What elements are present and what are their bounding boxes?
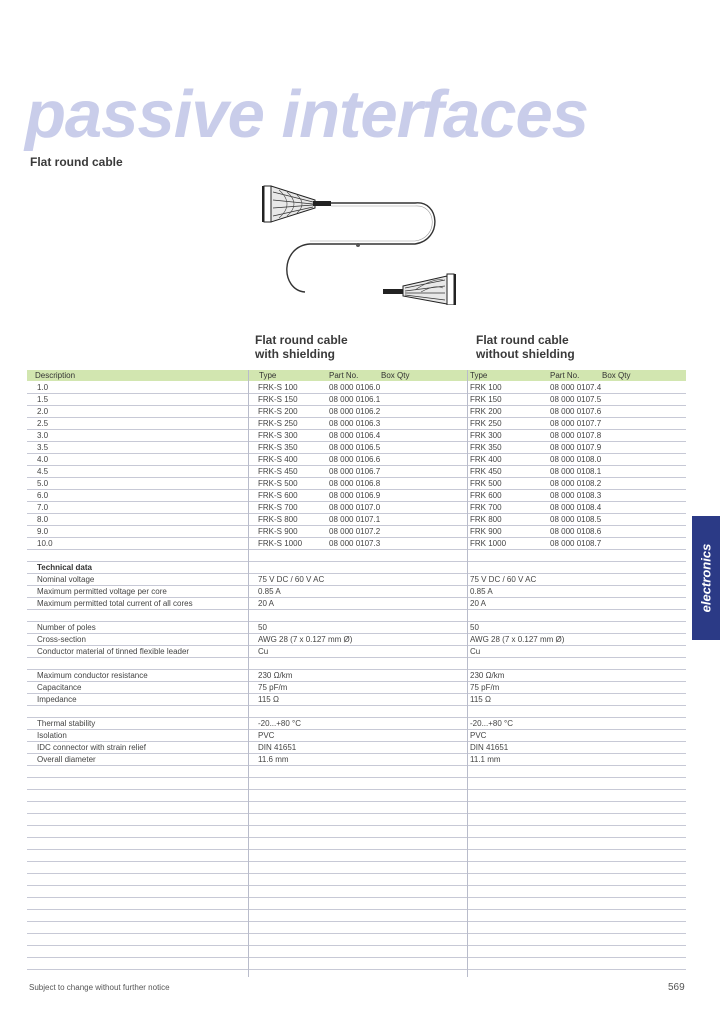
cell-artno-unshielded: 08 000 0107.5 <box>550 395 602 404</box>
table-row-empty <box>27 766 686 778</box>
table-row <box>27 406 686 418</box>
cell-artno-unshielded: 08 000 0108.7 <box>550 539 602 548</box>
table-row <box>27 670 686 682</box>
table-row-empty <box>27 886 686 898</box>
page-hero-title: passive interfaces <box>25 77 589 152</box>
cell-spec-shielded: 50 <box>258 623 267 632</box>
cell-spec-label: Maximum conductor resistance <box>37 671 148 680</box>
cell-type-unshielded: FRK 150 <box>470 395 502 404</box>
cell-artno-unshielded: 08 000 0108.0 <box>550 455 602 464</box>
column-heading-shielded: Flat round cable with shielding <box>255 333 348 361</box>
cell-artno-unshielded: 08 000 0108.3 <box>550 491 602 500</box>
cell-description: 9.0 <box>37 527 49 536</box>
cell-type-shielded: FRK-S 100 <box>258 383 298 392</box>
cell-artno-unshielded: 08 000 0108.5 <box>550 515 602 524</box>
cell-spec-label: Overall diameter <box>37 755 96 764</box>
table-row <box>27 490 686 502</box>
cell-spec-unshielded: DIN 41651 <box>470 743 509 752</box>
cell-artno-shielded: 08 000 0106.4 <box>329 431 381 440</box>
cell-spec-unshielded: 75 V DC / 60 V AC <box>470 575 537 584</box>
table-row-empty <box>27 790 686 802</box>
cell-artno-unshielded: 08 000 0108.1 <box>550 467 602 476</box>
cell-type-shielded: FRK-S 700 <box>258 503 298 512</box>
table-row-empty <box>27 778 686 790</box>
table-row-empty <box>27 550 686 562</box>
cell-type-shielded: FRK-S 300 <box>258 431 298 440</box>
table-row-empty <box>27 874 686 886</box>
table-row-empty <box>27 898 686 910</box>
table-row <box>27 430 686 442</box>
table-row-empty <box>27 910 686 922</box>
cell-spec-shielded: -20...+80 °C <box>258 719 301 728</box>
cell-spec-unshielded: PVC <box>470 731 487 740</box>
cell-type-shielded: FRK-S 400 <box>258 455 298 464</box>
table-row <box>27 754 686 766</box>
cell-description: 1.5 <box>37 395 49 404</box>
cell-spec-label: Thermal stability <box>37 719 96 728</box>
cell-spec-unshielded: 115 Ω <box>470 695 491 704</box>
cell-type-unshielded: FRK 600 <box>470 491 502 500</box>
cell-spec-label: Maximum permitted voltage per core <box>37 587 167 596</box>
cell-type-shielded: FRK-S 500 <box>258 479 298 488</box>
table-row <box>27 586 686 598</box>
table-row-empty <box>27 826 686 838</box>
table-row <box>27 442 686 454</box>
table-row <box>27 742 686 754</box>
table-row <box>27 574 686 586</box>
cell-spec-label: IDC connector with strain relief <box>37 743 146 752</box>
cell-spec-shielded: 75 V DC / 60 V AC <box>258 575 325 584</box>
header-qty-shielded: Box Qty <box>381 371 410 380</box>
cell-spec-label: Cross-section <box>37 635 86 644</box>
cable-path <box>287 203 435 292</box>
cell-type-unshielded: FRK 100 <box>470 383 502 392</box>
table-row <box>27 526 686 538</box>
cell-artno-shielded: 08 000 0107.2 <box>329 527 381 536</box>
cell-artno-shielded: 08 000 0107.1 <box>329 515 381 524</box>
cell-type-unshielded: FRK 450 <box>470 467 502 476</box>
table-row-empty <box>27 934 686 946</box>
cell-artno-shielded: 08 000 0107.3 <box>329 539 381 548</box>
cell-artno-unshielded: 08 000 0107.6 <box>550 407 602 416</box>
connector-top-image <box>263 186 331 222</box>
cell-type-shielded: FRK-S 800 <box>258 515 298 524</box>
cell-artno-unshielded: 08 000 0107.7 <box>550 419 602 428</box>
section-subtitle: Flat round cable <box>30 155 123 169</box>
cell-spec-label: Impedance <box>37 695 77 704</box>
table-row-empty <box>27 946 686 958</box>
table-row-empty <box>27 658 686 670</box>
cell-artno-shielded: 08 000 0106.5 <box>329 443 381 452</box>
table-row <box>27 502 686 514</box>
cell-spec-unshielded: 230 Ω/km <box>470 671 505 680</box>
table-row-empty <box>27 706 686 718</box>
cell-artno-shielded: 08 000 0106.2 <box>329 407 381 416</box>
table-row <box>27 646 686 658</box>
tech-data-heading <box>27 562 686 574</box>
cell-description: 3.5 <box>37 443 49 452</box>
table-row <box>27 538 686 550</box>
cell-description: 6.0 <box>37 491 49 500</box>
cell-type-unshielded: FRK 1000 <box>470 539 507 548</box>
cell-type-unshielded: FRK 800 <box>470 515 502 524</box>
table-row-empty <box>27 838 686 850</box>
cell-spec-label: Capacitance <box>37 683 82 692</box>
cell-description: 2.5 <box>37 419 49 428</box>
cell-type-unshielded: FRK 200 <box>470 407 502 416</box>
cell-artno-shielded: 08 000 0106.1 <box>329 395 381 404</box>
flat-round-cable-illustration <box>255 180 470 305</box>
page-number: 569 <box>668 982 685 993</box>
cell-artno-unshielded: 08 000 0107.8 <box>550 431 602 440</box>
cell-artno-unshielded: 08 000 0108.6 <box>550 527 602 536</box>
cell-artno-unshielded: 08 000 0107.9 <box>550 443 602 452</box>
cell-spec-shielded: 11.6 mm <box>258 755 289 764</box>
column-divider <box>248 370 249 977</box>
cell-spec-unshielded: -20...+80 °C <box>470 719 513 728</box>
cell-description: 8.0 <box>37 515 49 524</box>
tech-data-title: Technical data <box>37 563 92 572</box>
cell-spec-shielded: DIN 41651 <box>258 743 297 752</box>
cell-type-shielded: FRK-S 350 <box>258 443 298 452</box>
table-row-empty <box>27 610 686 622</box>
cell-spec-shielded: AWG 28 (7 x 0.127 mm Ø) <box>258 635 353 644</box>
header-artno-unshielded: Part No. <box>550 371 580 380</box>
cell-spec-shielded: PVC <box>258 731 275 740</box>
table-row <box>27 382 686 394</box>
column-heading-unshielded: Flat round cable without shielding <box>476 333 575 361</box>
cell-spec-unshielded: 0.85 A <box>470 587 493 596</box>
connector-bottom-image <box>383 274 455 305</box>
table-row <box>27 466 686 478</box>
table-row <box>27 478 686 490</box>
cell-spec-unshielded: Cu <box>470 647 481 656</box>
table-row <box>27 418 686 430</box>
cell-artno-shielded: 08 000 0106.8 <box>329 479 381 488</box>
column-divider <box>467 370 468 977</box>
cell-artno-shielded: 08 000 0106.9 <box>329 491 381 500</box>
cell-type-unshielded: FRK 500 <box>470 479 502 488</box>
cell-artno-unshielded: 08 000 0107.4 <box>550 383 602 392</box>
table-row <box>27 394 686 406</box>
cell-artno-shielded: 08 000 0107.0 <box>329 503 381 512</box>
table-row <box>27 454 686 466</box>
cell-spec-unshielded: 50 <box>470 623 479 632</box>
header-artno-shielded: Part No. <box>329 371 359 380</box>
header-qty-unshielded: Box Qty <box>602 371 631 380</box>
cell-type-shielded: FRK-S 250 <box>258 419 298 428</box>
cell-spec-unshielded: 20 A <box>470 599 487 608</box>
table-row-empty <box>27 862 686 874</box>
cell-spec-label: Maximum permitted total current of all cores <box>37 599 193 608</box>
table-row-empty <box>27 850 686 862</box>
cell-spec-shielded: 75 pF/m <box>258 683 288 692</box>
cell-description: 2.0 <box>37 407 49 416</box>
table-row-empty <box>27 958 686 970</box>
cell-type-unshielded: FRK 400 <box>470 455 502 464</box>
table-row-empty <box>27 922 686 934</box>
cell-spec-unshielded: 11.1 mm <box>470 755 501 764</box>
header-type-shielded: Type <box>259 371 277 380</box>
side-tab-electronics[interactable]: electronics <box>692 516 720 640</box>
cell-type-unshielded: FRK 700 <box>470 503 502 512</box>
cell-description: 7.0 <box>37 503 49 512</box>
header-description: Description <box>35 371 76 380</box>
cell-type-unshielded: FRK 900 <box>470 527 502 536</box>
cell-spec-unshielded: AWG 28 (7 x 0.127 mm Ø) <box>470 635 565 644</box>
cell-spec-label: Number of poles <box>37 623 96 632</box>
cell-spec-shielded: Cu <box>258 647 269 656</box>
cell-artno-shielded: 08 000 0106.7 <box>329 467 381 476</box>
table-row <box>27 598 686 610</box>
cell-type-shielded: FRK-S 450 <box>258 467 298 476</box>
cell-spec-label: Isolation <box>37 731 67 740</box>
cell-spec-shielded: 115 Ω <box>258 695 279 704</box>
cell-description: 5.0 <box>37 479 49 488</box>
cell-type-shielded: FRK-S 200 <box>258 407 298 416</box>
cell-spec-shielded: 20 A <box>258 599 275 608</box>
cell-spec-label: Nominal voltage <box>37 575 95 584</box>
cell-type-unshielded: FRK 250 <box>470 419 502 428</box>
table-row <box>27 718 686 730</box>
cell-description: 1.0 <box>37 383 49 392</box>
cell-type-shielded: FRK-S 150 <box>258 395 298 404</box>
cell-type-shielded: FRK-S 600 <box>258 491 298 500</box>
cell-spec-shielded: 0.85 A <box>258 587 281 596</box>
cell-artno-shielded: 08 000 0106.0 <box>329 383 381 392</box>
table-row <box>27 514 686 526</box>
cell-spec-label: Conductor material of tinned flexible leader <box>37 647 190 656</box>
cell-artno-shielded: 08 000 0106.6 <box>329 455 381 464</box>
cell-description: 4.0 <box>37 455 49 464</box>
header-type-unshielded: Type <box>470 371 488 380</box>
cell-artno-unshielded: 08 000 0108.4 <box>550 503 602 512</box>
cell-type-shielded: FRK-S 900 <box>258 527 298 536</box>
cell-description: 4.5 <box>37 467 49 476</box>
table-header-row <box>27 370 686 381</box>
cell-spec-shielded: 230 Ω/km <box>258 671 293 680</box>
cell-type-shielded: FRK-S 1000 <box>258 539 303 548</box>
footnote: Subject to change without further notice <box>29 983 170 992</box>
cell-type-unshielded: FRK 300 <box>470 431 502 440</box>
table-row <box>27 682 686 694</box>
table-row <box>27 622 686 634</box>
cell-spec-unshielded: 75 pF/m <box>470 683 500 692</box>
table-row <box>27 634 686 646</box>
table-row <box>27 730 686 742</box>
cell-description: 3.0 <box>37 431 49 440</box>
table-row-empty <box>27 814 686 826</box>
table-row-empty <box>27 802 686 814</box>
table-row <box>27 694 686 706</box>
cell-artno-unshielded: 08 000 0108.2 <box>550 479 602 488</box>
cell-type-unshielded: FRK 350 <box>470 443 502 452</box>
cell-artno-shielded: 08 000 0106.3 <box>329 419 381 428</box>
cell-description: 10.0 <box>37 539 53 548</box>
